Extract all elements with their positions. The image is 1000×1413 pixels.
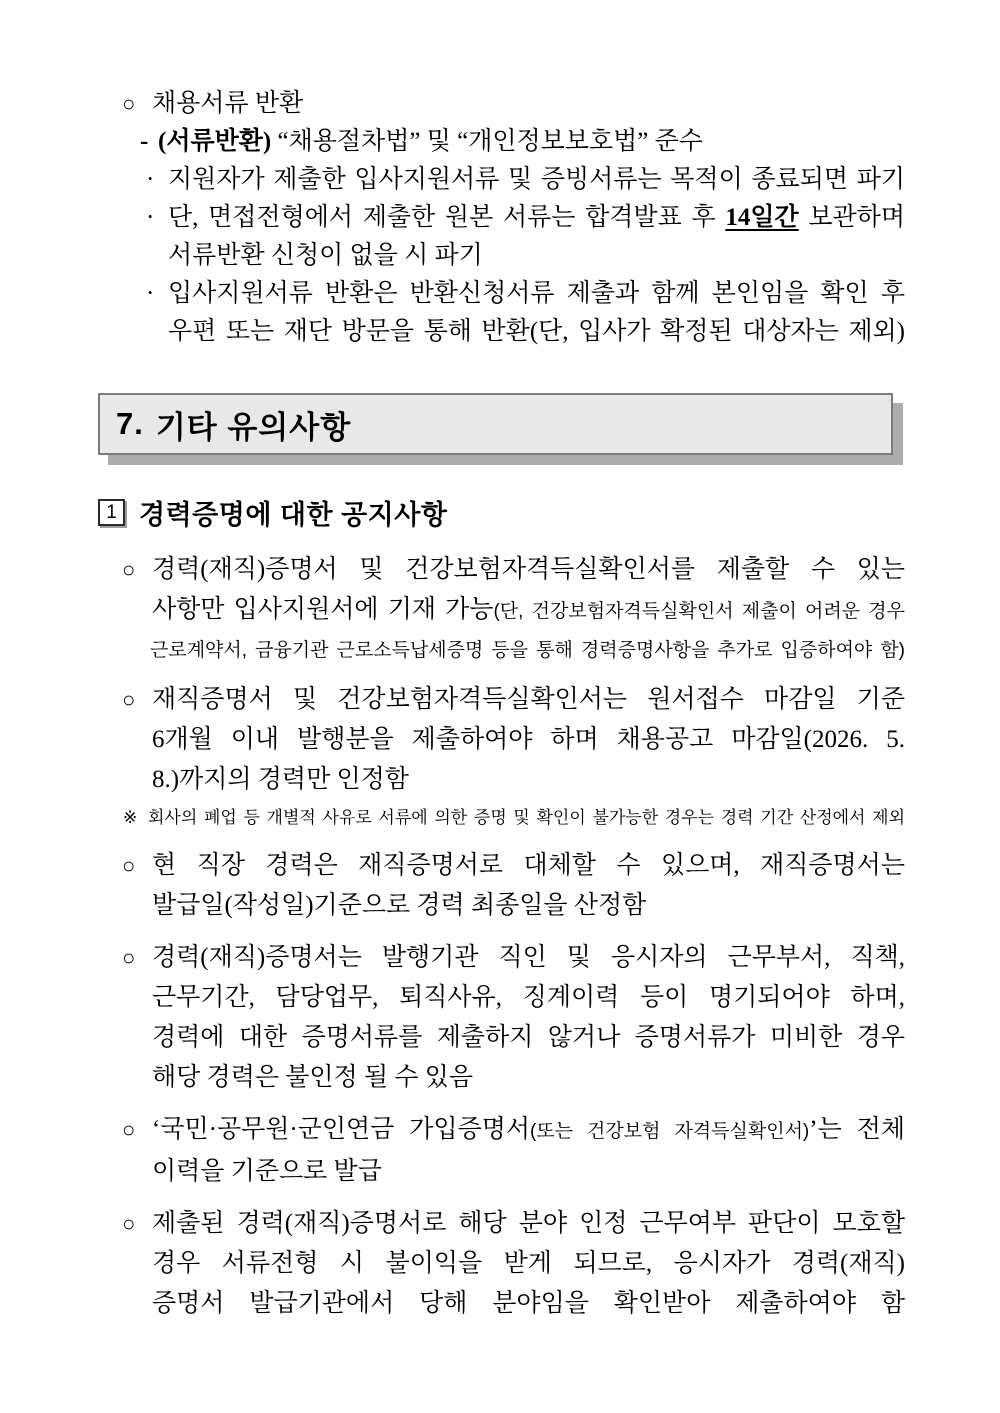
text-segment: 재직증명서 및 건강보험자격득실확인서는 원서접수 마감일 기준 (152, 686, 905, 713)
subsection-1-title: 경력증명에 대한 공지사항 (139, 500, 448, 530)
text-segment: 경력(재직)증명서는 발행기관 직인 및 응시자의 근무부서, 직책, (152, 944, 905, 971)
section-7-title: 기타 유의사항 (155, 409, 352, 445)
document-text-line (98, 1152, 905, 1192)
text-segment: 이력을 기준으로 발급 (152, 1158, 382, 1185)
notice-group (98, 550, 905, 668)
circle-bullet-icon: ○ (122, 853, 136, 878)
document-text-line (98, 632, 905, 668)
text-segment: 지원자가 제출한 입사지원서류 및 증빙서류는 목적이 종료되면 파기 (168, 166, 905, 193)
document-text-line (98, 846, 905, 886)
document-text-line (98, 978, 905, 1018)
document-text-line (98, 1018, 905, 1058)
document-text-line (98, 1244, 905, 1284)
subsection-1-header (98, 493, 905, 532)
text-segment: 우편 또는 재단 방문을 통해 반환(단, 입사가 확정된 대상자는 제외) (168, 318, 905, 345)
text-segment: 회사의 폐업 등 개별적 사유로 서류에 의한 증명 및 확인이 불가능한 경우는 경력 기간 산정에서 제외 (148, 808, 905, 827)
document-text-line (98, 85, 905, 123)
dot-bullet-icon: · (146, 280, 155, 307)
section-7-number: 7. (116, 406, 144, 441)
document-text-line (98, 590, 905, 632)
text-segment: (또는 건강보험 자격득실확인서) (530, 1121, 810, 1142)
text-segment: (단, 건강보험자격득실확인서 제출이 어려운 경우 (493, 601, 905, 622)
subsection-1-number-box: 1 (98, 499, 125, 526)
text-segment: 제출된 경력(재직)증명서로 해당 분야 인정 근무여부 판단이 모호할 (152, 1210, 905, 1237)
document-text-line (98, 550, 905, 590)
section-7-header-box (98, 393, 893, 455)
text-segment: 단, 면접전형에서 제출한 원본 서류는 합격발표 후 (168, 204, 726, 231)
notice-group (98, 1110, 905, 1192)
document-text-line (98, 237, 905, 275)
text-segment: 해당 경력은 불인정 될 수 있음 (152, 1064, 474, 1091)
text-segment: 증명서 발급기관에서 당해 분야임을 확인받아 제출하여야 함 (152, 1290, 905, 1317)
notice-group (98, 680, 905, 834)
text-segment: “채용절차법” 및 “개인정보보호법” 준수 (271, 128, 703, 155)
circle-bullet-icon: ○ (122, 557, 136, 582)
dot-bullet-icon: · (146, 204, 155, 231)
text-segment: 입사지원서류 반환은 반환신청서류 제출과 함께 본인임을 확인 후 (168, 280, 905, 307)
document-text-line (98, 886, 905, 926)
text-segment: 서류반환 신청이 없을 시 파기 (168, 242, 483, 269)
circle-bullet-icon: ○ (122, 1117, 136, 1142)
document-text-line (98, 1110, 905, 1152)
document-text-line (98, 938, 905, 978)
document-text-line (98, 161, 905, 199)
text-segment: 발급일(작성일)기준으로 경력 최종일을 산정함 (152, 892, 647, 919)
circle-bullet-icon: ○ (122, 91, 136, 116)
text-segment: 6개월 이내 발행분을 제출하여야 하며 채용공고 마감일(2026. 5. (152, 726, 905, 753)
notice-group (98, 846, 905, 926)
document-text-line (98, 313, 905, 351)
text-segment: 14일간 (725, 204, 799, 231)
text-segment: 경력(재직)증명서 및 건강보험자격득실확인서를 제출할 수 있는 (152, 556, 905, 583)
text-segment: ‘국민·공무원·군인연금 가입증명서 (152, 1116, 531, 1143)
text-segment: 경우 서류전형 시 불이익을 받게 되므로, 응시자가 경력(재직) (152, 1250, 905, 1277)
notice-group (98, 938, 905, 1098)
text-segment: 채용서류 반환 (152, 90, 304, 117)
text-segment: 보관하며 (798, 204, 905, 231)
circle-bullet-icon: ○ (122, 945, 136, 970)
text-segment: 경력에 대한 증명서류를 제출하지 않거나 증명서류가 미비한 경우 (152, 1024, 905, 1051)
dot-bullet-icon: · (146, 166, 155, 193)
text-segment: 8.)까지의 경력만 인정함 (152, 766, 409, 793)
dash-bullet-icon: - (140, 128, 149, 155)
document-text-line (98, 1204, 905, 1244)
text-segment: 근무기간, 담당업무, 퇴직사유, 징계이력 등이 명기되어야 하며, (152, 984, 905, 1011)
document-text-line (98, 1058, 905, 1098)
notice-group (98, 1204, 905, 1324)
circle-bullet-icon: ○ (122, 1211, 136, 1236)
text-segment: 근로계약서, 금융기관 근로소득납세증명 등을 통해 경력증명사항을 추가로 입증하여야 함) (150, 640, 905, 661)
career-certification-notice-list (98, 550, 905, 1324)
reference-mark-icon: ※ (123, 808, 138, 827)
document-text-line (98, 123, 905, 161)
text-segment: ’는 전체 (809, 1116, 905, 1143)
text-segment: 사항만 입사지원서에 기재 가능 (152, 596, 494, 623)
recruitment-document-return-list (98, 85, 905, 351)
circle-bullet-icon: ○ (122, 687, 136, 712)
text-segment: (서류반환) (158, 128, 272, 155)
document-text-line (98, 800, 905, 834)
text-segment: 현 직장 경력은 재직증명서로 대체할 수 있으며, 재직증명서는 (152, 852, 905, 879)
document-text-line (98, 275, 905, 313)
document-text-line (98, 760, 905, 800)
document-text-line (98, 1284, 905, 1324)
document-text-line (98, 199, 905, 237)
document-text-line (98, 720, 905, 760)
document-text-line (98, 680, 905, 720)
